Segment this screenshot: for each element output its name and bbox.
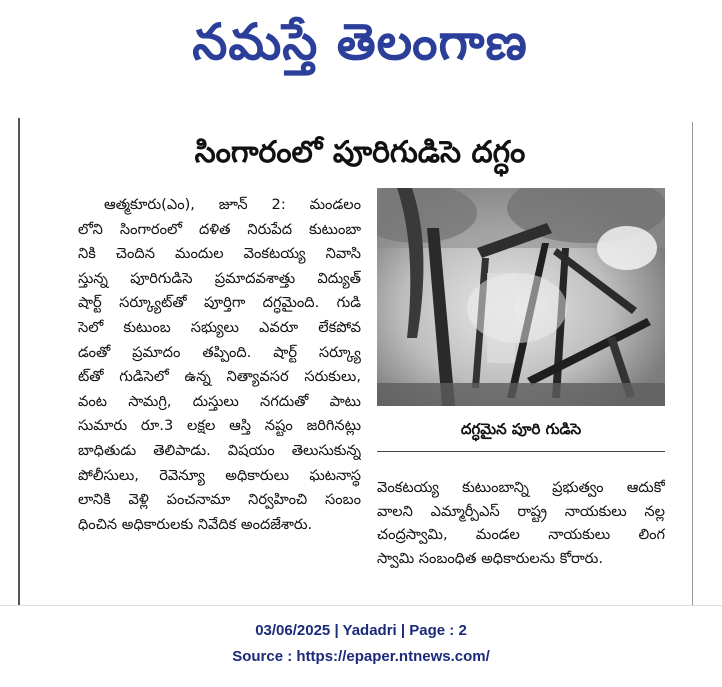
- body-line: పోలీసులు, రెవెన్యూ అధికారులు ఘటనాస్థ: [78, 466, 361, 484]
- burnt-hut-photo: [377, 188, 665, 406]
- body-line: బాధితుడు తెలిపాడు. విషయం తెలుసుకున్న: [78, 441, 361, 459]
- column-divider-left: [18, 118, 20, 605]
- masthead: [0, 0, 722, 108]
- body-line: స్తున్న పూరిగుడిసె ప్రమాదవశాత్తు విద్యుత్: [78, 269, 361, 287]
- body-line: నికి చెందిన మందుల వెంకటయ్య నివాసి: [78, 245, 361, 263]
- source-link[interactable]: Source : https://epaper.ntnews.com/: [232, 648, 490, 665]
- article-continuation: [377, 476, 665, 571]
- body-line: లోని సింగారంలో దళిత నిరుపేద కుటుంబా: [78, 220, 361, 238]
- continuation-line: వెంకటయ్య కుటుంబాన్ని ప్రభుత్వం ఆదుకో: [377, 479, 665, 496]
- body-line: సుమారు రూ.3 లక్షల ఆస్తి నష్టం జరిగినట్లు: [78, 417, 361, 435]
- edition-info: 03/06/2025 | Yadadri | Page : 2: [255, 622, 467, 639]
- article-body: [78, 193, 361, 537]
- footer-divider: [0, 605, 722, 606]
- body-line: ఆత్మకూరు(ఎం), జూన్ 2: మండలం: [104, 196, 361, 213]
- body-line: వంట సామగ్రి, దుస్తులు నగదుతో పాటు: [78, 392, 361, 410]
- article-headline: సింగారంలో పూరిగుడిసె దగ్ధం: [194, 135, 526, 170]
- body-line: లానికి వెళ్లి పంచనామా నిర్వహించి సంబం: [78, 491, 361, 509]
- body-line: ట్‌తో గుడిసెలో ఉన్న నిత్యావసర సరుకులు,: [78, 368, 361, 386]
- column-divider-right: [692, 122, 693, 605]
- body-line: డంతో ప్రమాదం తప్పింది. షార్ట్ సర్క్యూ: [78, 343, 361, 361]
- continuation-line: వాలని ఎమ్మార్పీఎస్ రాష్ట్ర నాయకులు నల్ల: [377, 502, 665, 520]
- photo-caption: దగ్ధమైన పూరి గుడిసె: [460, 420, 582, 438]
- body-line: షార్ట్ సర్క్యూట్‌తో పూర్తిగా దగ్ధమైంది. గుడి: [78, 294, 361, 312]
- continuation-line: చంద్రస్వామి, మండల నాయకులు లింగ: [377, 526, 665, 544]
- continuation-line: స్వామి సంబంధిత అధికారులను కోరారు.: [377, 550, 603, 568]
- body-line: సెలో కుటుంబ సభ్యులు ఎవరూ లేకపోవ: [78, 318, 361, 336]
- body-line: ధించిన అధికారులకు నివేదిక అందజేశారు.: [78, 515, 313, 533]
- photo-illustration: [377, 188, 665, 406]
- newspaper-logo: నమస్తే తెలంగాణ: [192, 13, 528, 71]
- caption-divider: [377, 451, 665, 452]
